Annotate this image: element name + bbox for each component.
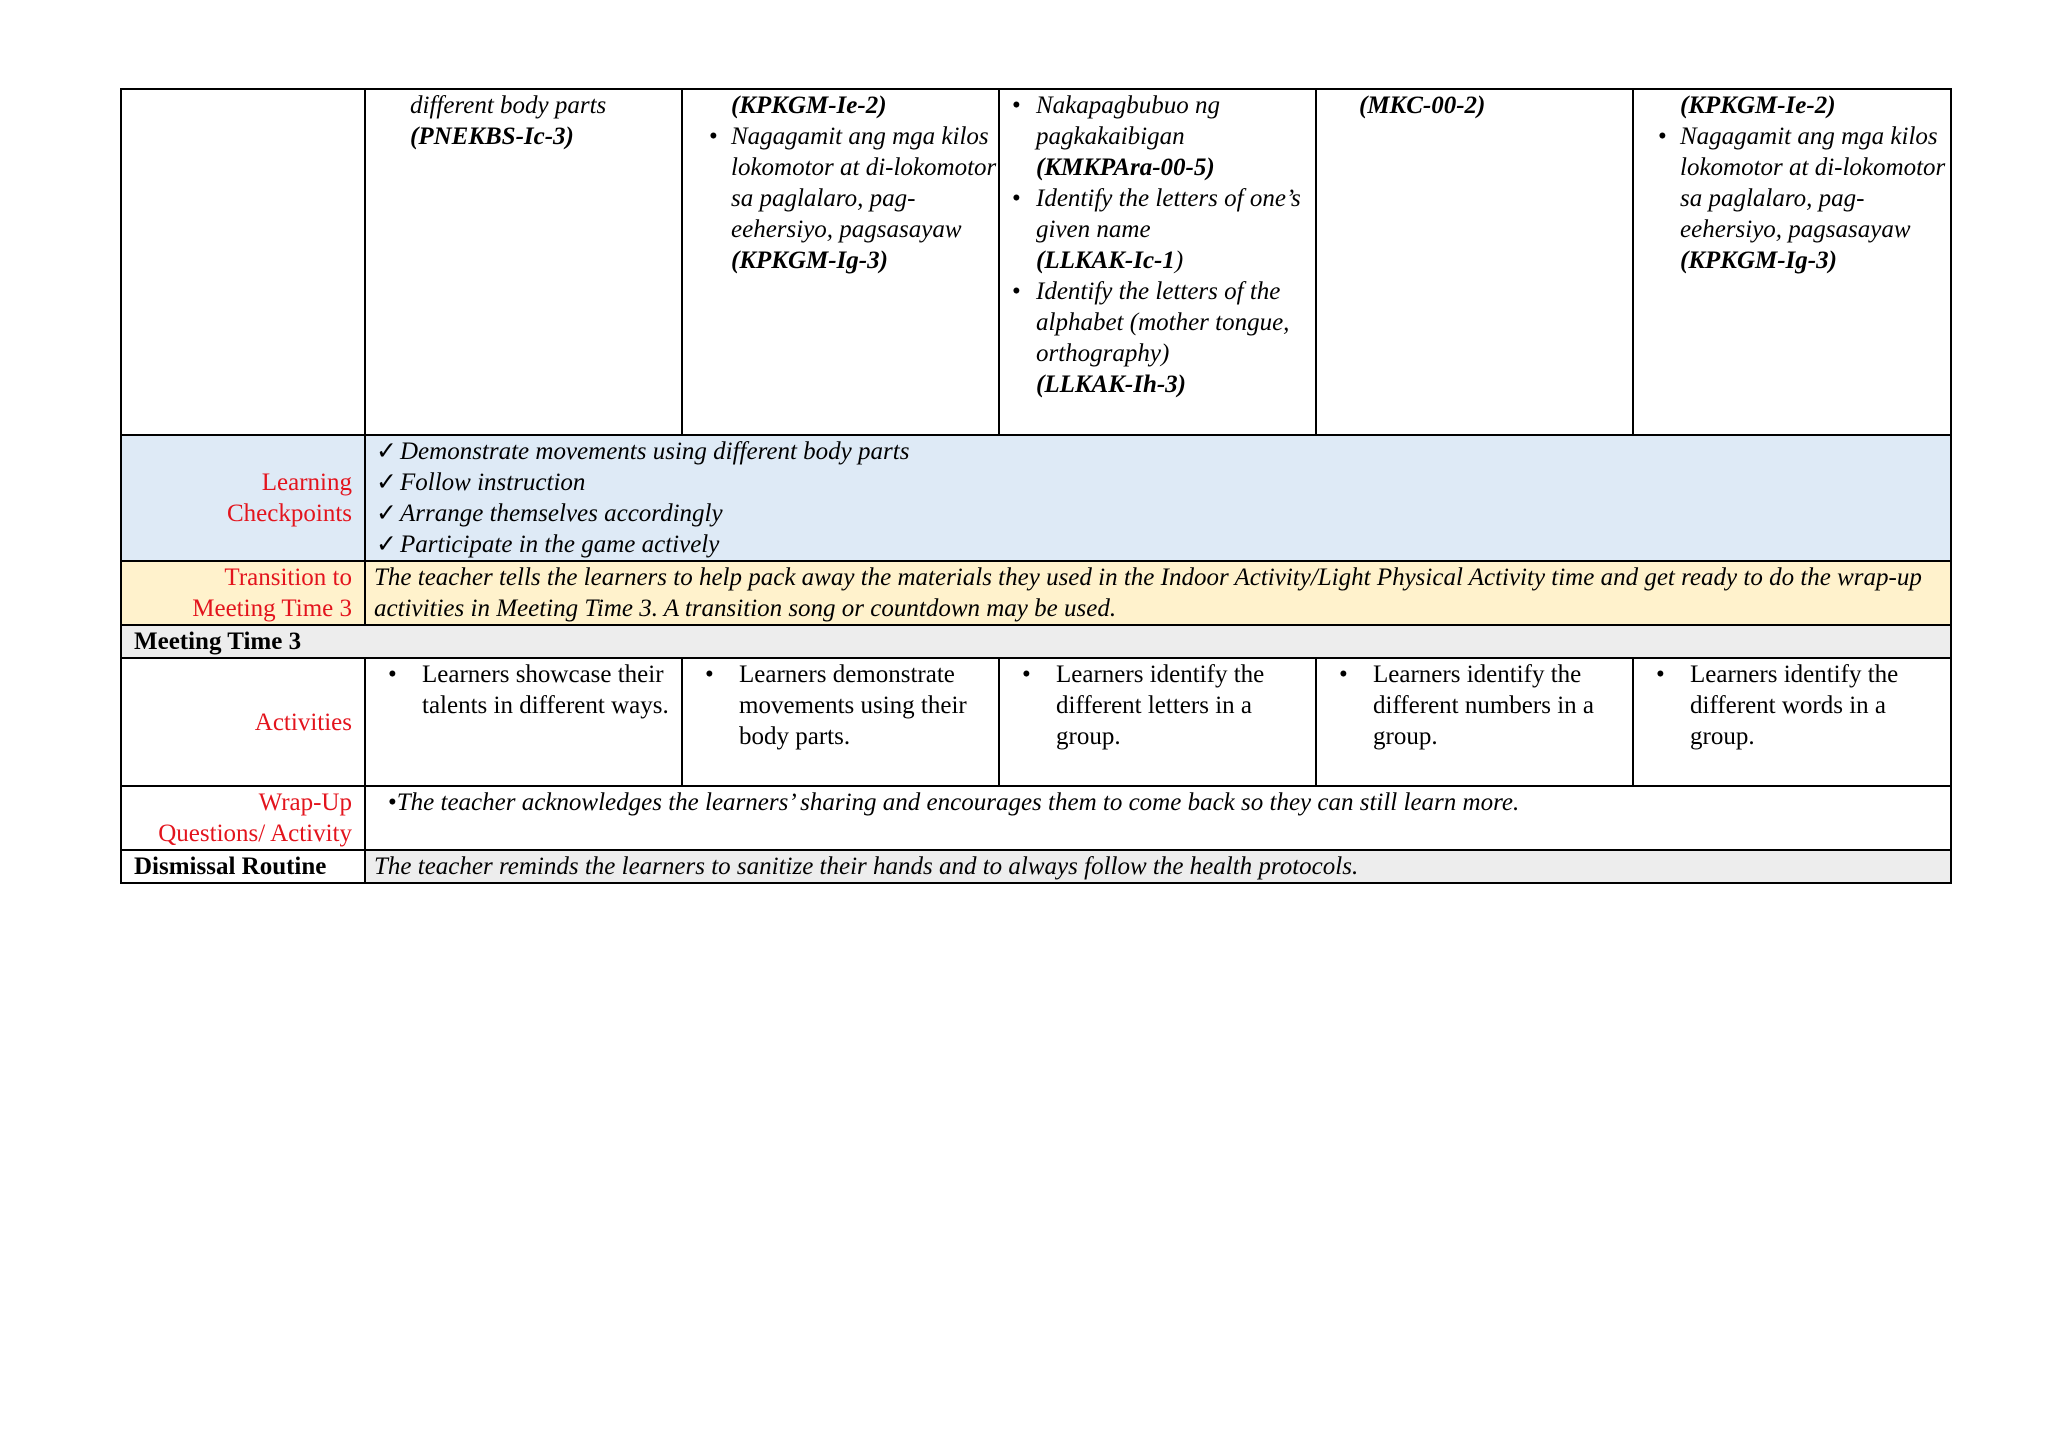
competency-code: (PNEKBS-Ic-3) (410, 123, 574, 150)
competency-cell-5 (1633, 89, 1951, 435)
lesson-plan-table (120, 88, 1952, 884)
competencies-row (121, 89, 1951, 435)
competency-text: Identify the letters of the alphabet (mother tongue, orthography) (1036, 278, 1290, 367)
competency-list (1634, 121, 1950, 276)
activity-item: • Learners identify the different numbers in a group. (1317, 659, 1632, 752)
competency-code: (KPKGM-Ie-2) (1680, 92, 1836, 119)
competency-code: (KMKPAra-00-5) (1036, 154, 1215, 181)
learning-checkpoints-label (121, 435, 365, 561)
checkpoint-item: ✓ Demonstrate movements using different body parts (366, 436, 1950, 467)
learning-checkpoints-row (121, 435, 1951, 561)
checkpoint-item: ✓ Participate in the game actively (366, 529, 1950, 560)
competency-code: (LLKAK-Ih-3) (1036, 371, 1186, 398)
learning-checkpoints-cell (365, 435, 1951, 561)
competency-code: (KPKGM-Ig-3) (731, 247, 888, 274)
wrap-up-text: The teacher acknowledges the learners’ sharing and encourages them to come back so they can still learn more. (396, 789, 1520, 816)
competency-cell-2 (682, 89, 999, 435)
competency-code-suffix: ) (1174, 247, 1184, 274)
competency-item (1640, 121, 1950, 276)
competency-code: (MKC-00-2) (1359, 92, 1486, 119)
activity-cell-2 (682, 658, 999, 786)
bullet-icon: • (388, 789, 397, 816)
competency-code: (KPKGM-Ig-3) (1680, 247, 1837, 274)
competency-cell-1 (365, 89, 682, 435)
dismissal-label: Dismissal Routine (121, 850, 365, 883)
competency-item (691, 121, 998, 276)
activity-item: • Learners demonstrate movements using their body parts. (683, 659, 998, 752)
activity-item: • Learners identify the different words in a group. (1634, 659, 1950, 752)
competencies-label-cell (121, 89, 365, 435)
competency-text: Identify the letters of one’s given name (1036, 185, 1301, 243)
checkpoint-item: ✓ Follow instruction (366, 467, 1950, 498)
label-line: Learning (261, 469, 352, 496)
checkpoint-item: ✓ Arrange themselves accordingly (366, 498, 1950, 529)
activity-cell-3 (999, 658, 1316, 786)
dismissal-row (121, 850, 1951, 883)
label-line: Questions/ Activity (158, 820, 352, 847)
competency-item (1000, 183, 1315, 276)
wrap-up-label (121, 786, 365, 850)
label-line: Transition to (224, 564, 352, 591)
competency-text: Nagagamit ang mga kilos lokomotor at di-lokomotor sa paglalaro, pag-eehersiyo, pagsasayaw (731, 123, 997, 243)
transition-label (121, 561, 365, 625)
competency-text: Nagagamit ang mga kilos lokomotor at di-lokomotor sa paglalaro, pag-eehersiyo, pagsasayaw (1680, 123, 1946, 243)
label-line: Meeting Time 3 (192, 595, 352, 622)
competency-list (683, 121, 998, 276)
activity-cell-4 (1316, 658, 1633, 786)
competency-text: Nakapagbubuo ng pagkakaibigan (1036, 92, 1221, 150)
transition-row (121, 561, 1951, 625)
wrap-up-cell (365, 786, 1951, 850)
competency-item (1000, 90, 1315, 183)
competency-text: different body parts (410, 92, 607, 119)
activities-label: Activities (121, 658, 365, 786)
transition-text: The teacher tells the learners to help pack away the materials they used in the Indoor Activity/Light Physical Activity time and get ready to do the wrap-up activities in Meeting Time 3. A transition song or countdown may be used. (365, 561, 1951, 625)
activity-item: • Learners identify the different letters in a group. (1000, 659, 1315, 752)
competency-list (1000, 90, 1315, 400)
competency-cell-3 (999, 89, 1316, 435)
activity-cell-5 (1633, 658, 1951, 786)
activities-row (121, 658, 1951, 786)
competency-code: (KPKGM-Ie-2) (731, 92, 887, 119)
wrap-up-row (121, 786, 1951, 850)
dismissal-text: The teacher reminds the learners to sanitize their hands and to always follow the health protocols. (365, 850, 1951, 883)
activity-item: • Learners showcase their talents in different ways. (366, 659, 681, 721)
competency-code: (LLKAK-Ic-1 (1036, 247, 1175, 274)
activity-cell-1 (365, 658, 682, 786)
checkpoint-list (366, 436, 1950, 560)
label-line: Wrap-Up (258, 789, 352, 816)
competency-cell-4 (1316, 89, 1633, 435)
competency-item (1000, 276, 1315, 400)
meeting-time-3-heading: Meeting Time 3 (121, 625, 1951, 658)
label-line: Checkpoints (227, 500, 352, 527)
meeting-time-3-row (121, 625, 1951, 658)
